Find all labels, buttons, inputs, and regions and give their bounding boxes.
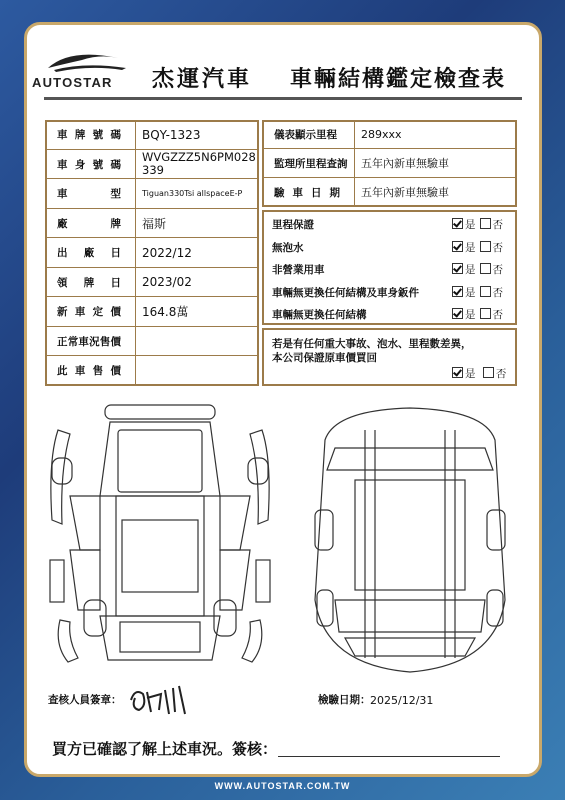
left-table-label: 正 常 車 況 售 價 [45, 327, 136, 356]
right-table-label: 儀表顯示里程 [262, 120, 355, 149]
no-checkbox[interactable] [480, 308, 491, 319]
inspection-date: 2025/12/31 [370, 694, 434, 707]
left-table-value: 2023/02 [136, 268, 259, 297]
left-table-value: 福斯 [136, 209, 259, 238]
right-table-value: 289xxx [355, 120, 517, 149]
inspector-signature-label: 查核人員簽章： [48, 694, 122, 706]
right-table-value: 五年內新車無驗車 [355, 178, 517, 207]
left-table-label: 車 身 號 碼 [45, 150, 136, 179]
checklist-item-label: 車輛無更換任何結構及車身鈑件 [272, 286, 419, 299]
yes-checkbox[interactable] [452, 286, 463, 297]
yes-checkbox[interactable] [452, 308, 463, 319]
right-table-value: 五年內新車無驗車 [355, 149, 517, 178]
left-table-value: Tiguan330Tsi allspaceE-P [136, 179, 259, 209]
checklist-item-label: 車輛無更換任何結構 [272, 309, 367, 321]
yes-checkbox[interactable] [452, 218, 463, 229]
logo-text: AUTOSTAR [32, 75, 113, 90]
yes-checkbox[interactable] [452, 263, 463, 274]
left-table-value [136, 327, 259, 356]
left-table-label: 廠 牌 [45, 209, 136, 238]
no-checkbox[interactable] [480, 218, 491, 229]
inspector-signature [125, 680, 195, 720]
left-table-label: 新 車 定 價 [45, 297, 136, 327]
checklist-item-checkboxes[interactable]: 是 否 [452, 240, 503, 255]
guarantee-no-checkbox[interactable] [483, 367, 494, 378]
buyer-signature-line[interactable] [278, 756, 500, 757]
left-table-label: 此 車 售 價 [45, 356, 136, 386]
yes-checkbox[interactable] [452, 241, 463, 252]
checklist-item-checkboxes[interactable]: 是 否 [452, 307, 503, 322]
left-table-value: 164.8萬 [136, 297, 259, 327]
buyer-statement: 買方已確認了解上述車況。簽核： [52, 740, 278, 758]
left-table-label: 車 型 [45, 179, 136, 209]
guarantee-text-line-2: 本公司保證原車價買回 [272, 352, 377, 364]
checklist-item-checkboxes[interactable]: 是 否 [452, 285, 503, 300]
inspection-date-label: 檢驗日期： [318, 694, 371, 706]
no-checkbox[interactable] [480, 241, 491, 252]
no-checkbox[interactable] [480, 263, 491, 274]
checklist-item-checkboxes[interactable]: 是 否 [452, 262, 503, 277]
header-divider [44, 97, 522, 100]
right-table-label: 監理所里程查詢 [262, 149, 355, 178]
brand-name: 杰運汽車 [152, 67, 253, 92]
left-table-value: BQY-1323 [136, 120, 259, 150]
right-table-label: 驗車日期 [262, 178, 355, 207]
car-underbody-diagram [295, 400, 525, 680]
car-top-view-diagram [40, 400, 280, 675]
guarantee-yes-checkbox[interactable] [452, 367, 463, 378]
checklist-item-checkboxes[interactable]: 是 否 [452, 217, 503, 232]
guarantee-checkbox[interactable]: 是 否 [452, 366, 506, 381]
left-table-value: WVGZZZ5N6PM028339 [136, 150, 259, 179]
document-title: 車輛結構鑑定檢查表 [290, 67, 507, 92]
left-table-label: 車 牌 號 碼 [45, 120, 136, 150]
guarantee-text-line-1: 若是有任何重大事故、泡水、里程數差異， [272, 338, 472, 350]
left-table-label: 出 廠 日 [45, 238, 136, 268]
left-table-value: 2022/12 [136, 238, 259, 268]
left-table-label: 領 牌 日 [45, 268, 136, 297]
left-table-value [136, 356, 259, 386]
checklist-item-label: 非營業用車 [272, 264, 325, 276]
checklist-item-label: 里程保證 [272, 219, 314, 231]
checklist-item-label: 無泡水 [272, 241, 304, 254]
website-url[interactable]: WWW.AUTOSTAR.COM.TW [214, 781, 351, 791]
no-checkbox[interactable] [480, 286, 491, 297]
